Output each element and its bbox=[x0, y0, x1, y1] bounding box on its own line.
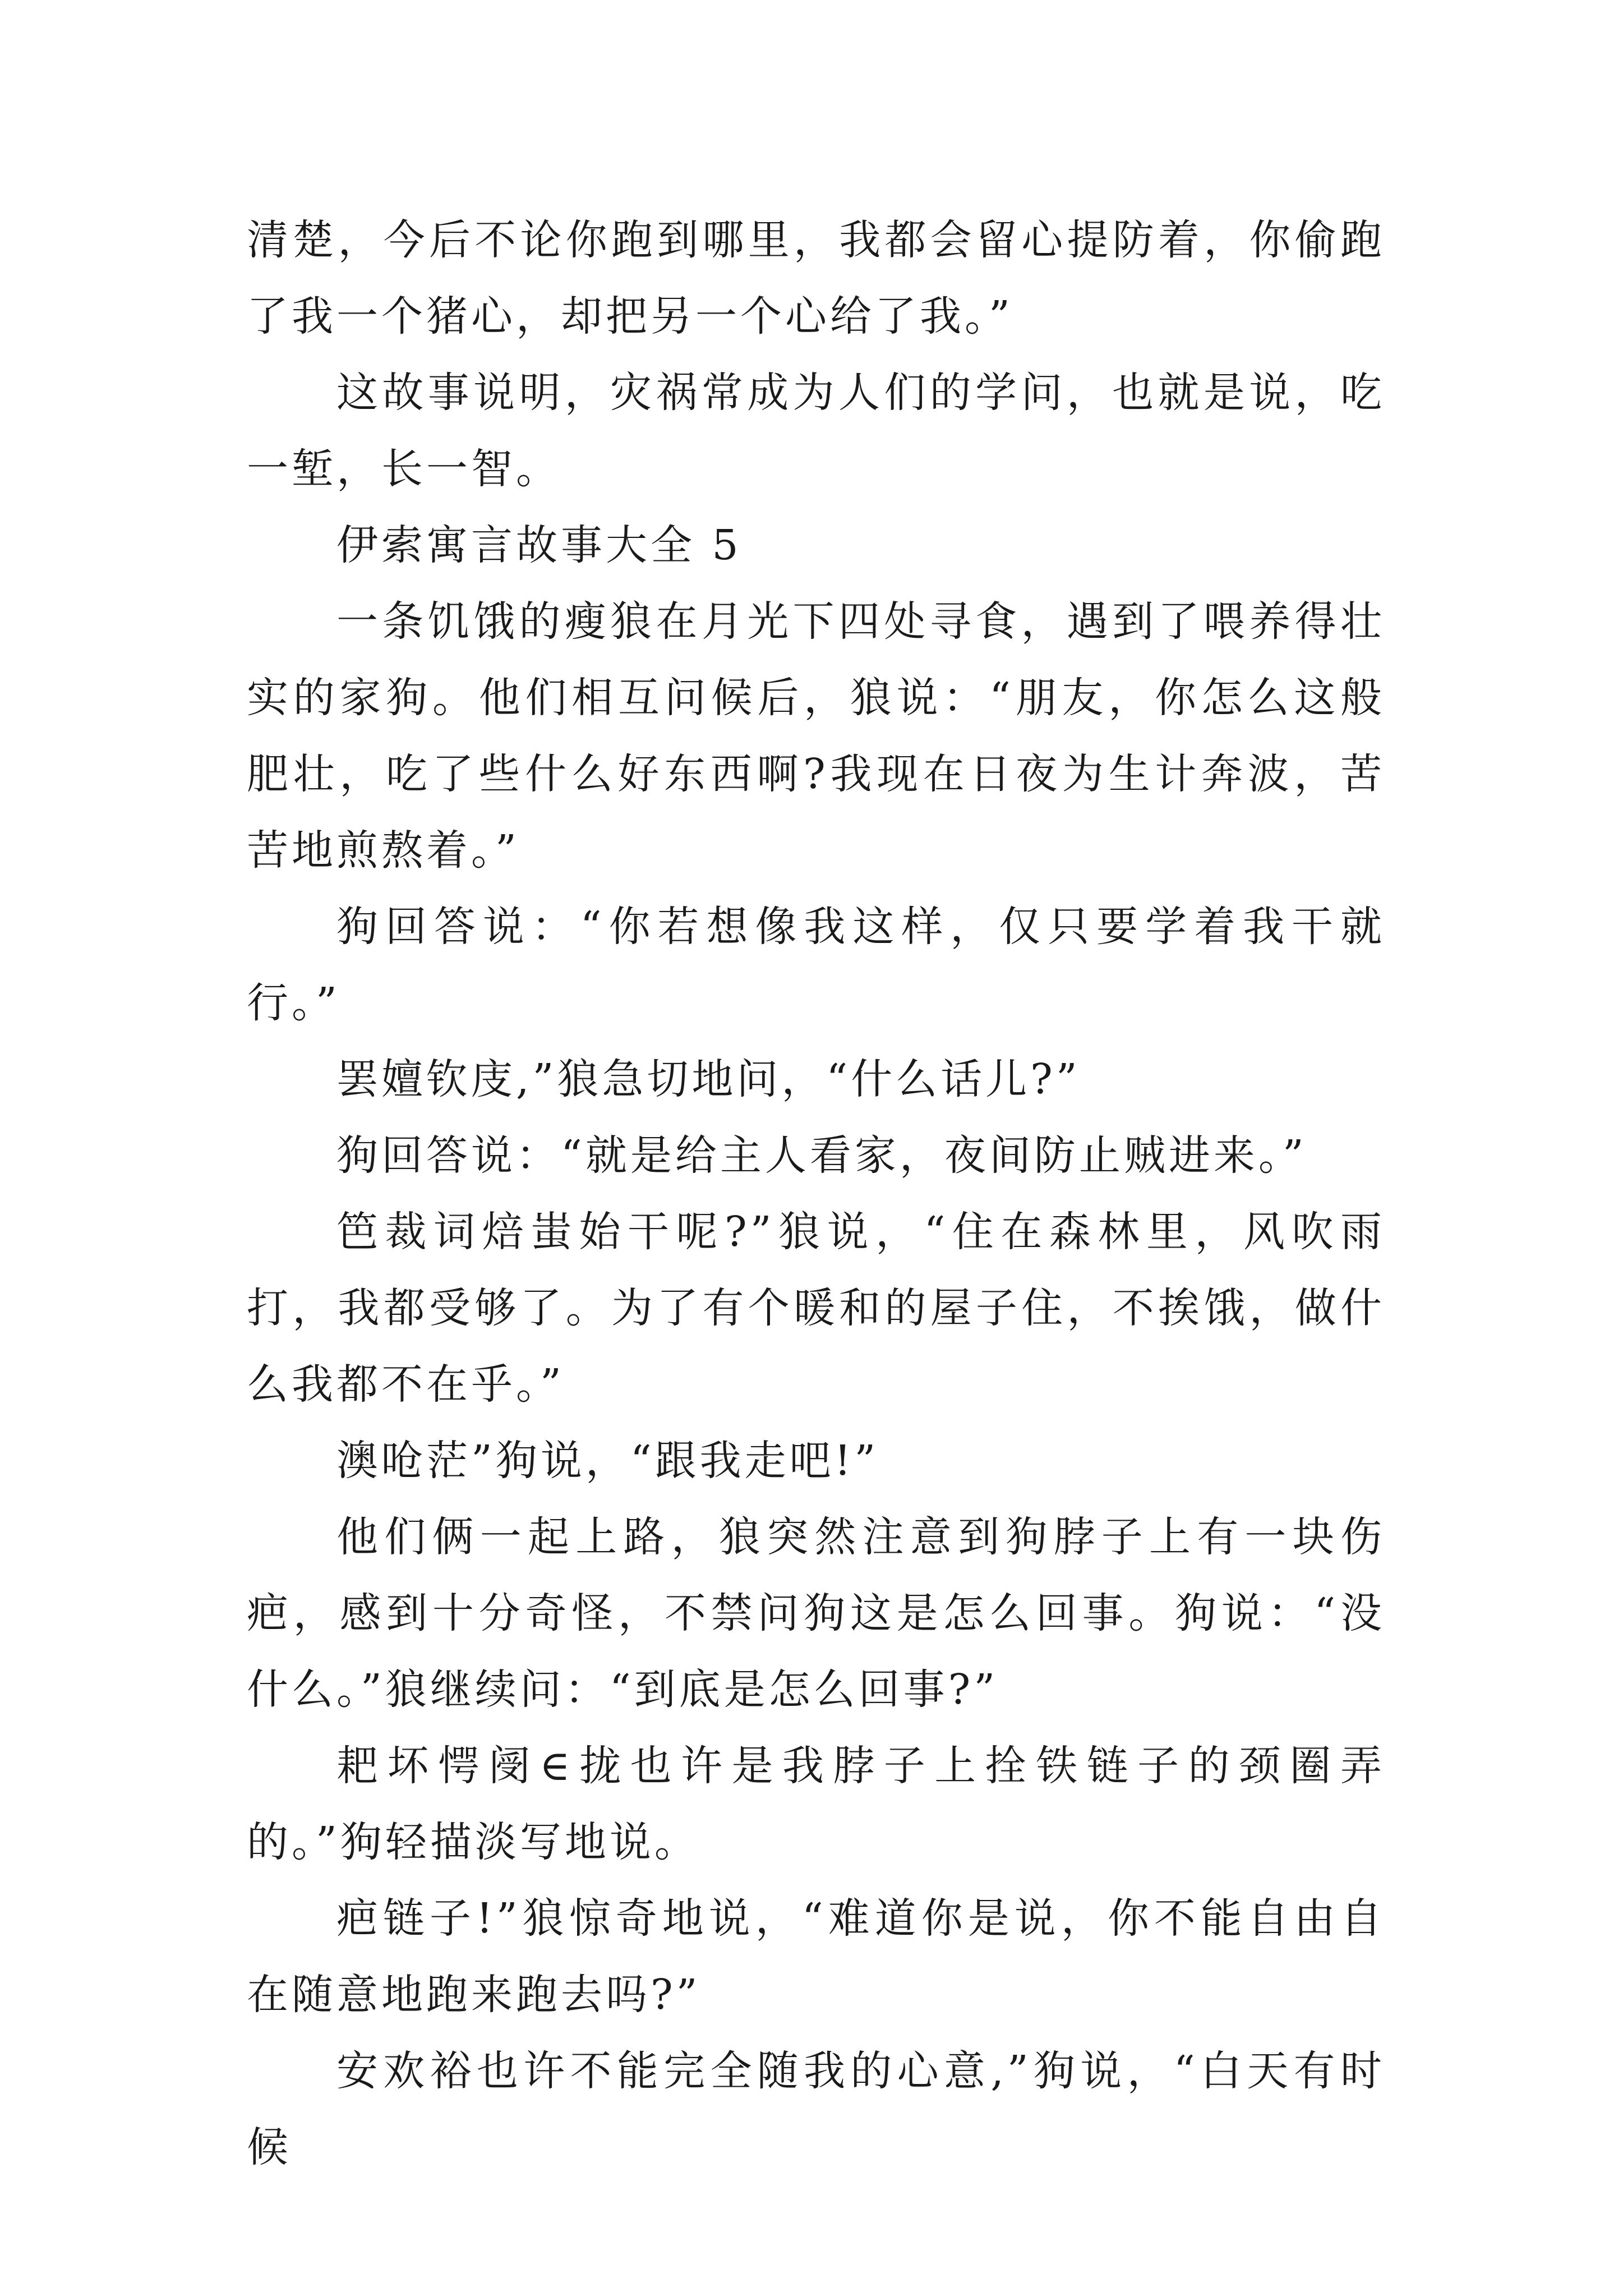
paragraph: 他们俩一起上路，狼突然注意到狗脖子上有一块伤疤，感到十分奇怪，不禁问狗这是怎么回事。狗说：“没什么。”狼继续问：“到底是怎么回事?” bbox=[247, 1513, 1385, 1714]
paragraph: 安欢裕也许不能完全随我的心意,”狗说，“白天有时候 bbox=[247, 2047, 1385, 2171]
paragraph: 笆裁词焙蚩始干呢?”狼说，“住在森林里，风吹雨打，我都受够了。为了有个暖和的屋子住，不挨饿，做什么我都不在乎。” bbox=[247, 1208, 1385, 1409]
paragraph: 疤链子!”狼惊奇地说，“难道你是说，你不能自由自在随意地跑来跑去吗?” bbox=[247, 1894, 1385, 2019]
paragraph: 罢嬗钦庋,”狼急切地问，“什么话儿?” bbox=[336, 1055, 1081, 1103]
paragraph: 一条饥饿的瘦狼在月光下四处寻食，遇到了喂养得壮实的家狗。他们相互问候后，狼说：“朋友，你怎么这般肥壮，吃了些什么好东西啊?我现在日夜为生计奔波，苦苦地煎熬着。” bbox=[247, 597, 1385, 875]
paragraph: 清楚，今后不论你跑到哪里，我都会留心提防着，你偷跑了我一个猪心，却把另一个心给了我。” bbox=[247, 216, 1385, 341]
document-body bbox=[247, 202, 1385, 2185]
paragraph: 狗回答说：“就是给主人看家，夜间防止贼进来。” bbox=[336, 1131, 1307, 1180]
paragraph: 澳呛茫”狗说，“跟我走吧!” bbox=[336, 1437, 879, 1485]
section-heading: 伊索寓言故事大全 5 bbox=[336, 521, 742, 569]
paragraph: 耙坏愕阌∈拢也许是我脖子上拴铁链子的颈圈弄的。”狗轻描淡写地说。 bbox=[247, 1742, 1385, 1866]
paragraph: 这故事说明，灾祸常成为人们的学问，也就是说，吃一堑，长一智。 bbox=[247, 369, 1385, 493]
paragraph: 狗回答说：“你若想像我这样，仅只要学着我干就行。” bbox=[247, 903, 1385, 1027]
